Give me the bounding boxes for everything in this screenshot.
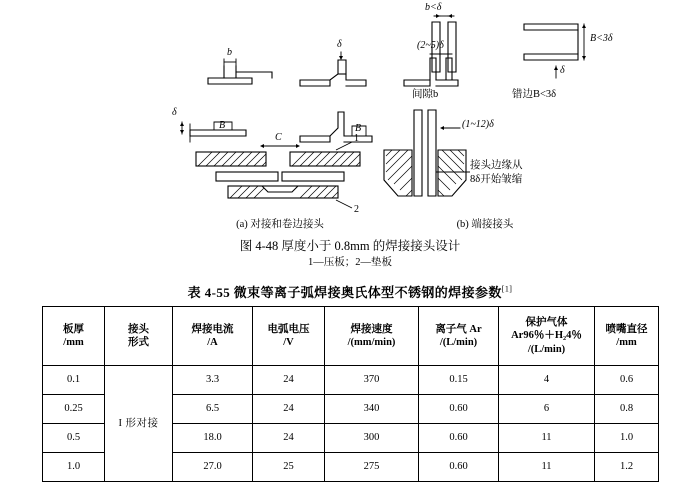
cell-voltage: 25 xyxy=(253,453,325,482)
cell-ion-gas: 0.60 xyxy=(419,395,499,424)
cell-nozzle: 1.0 xyxy=(595,424,659,453)
cell-voltage: 24 xyxy=(253,395,325,424)
header-shield-gas-line3: /(L/min) xyxy=(527,343,566,355)
cell-ion-gas: 0.60 xyxy=(419,424,499,453)
subcaption-a: (a) 对接和卷边接头 xyxy=(236,219,324,230)
label-range-2-5-delta: (2~5)δ xyxy=(417,40,444,51)
cell-current: 6.5 xyxy=(173,395,253,424)
cell-speed: 300 xyxy=(325,424,419,453)
header-shield-gas-line2: Ar96％＋H₂4％ xyxy=(511,330,582,342)
table-row xyxy=(43,366,659,395)
label-b-top: b xyxy=(227,47,232,58)
cell-ion-gas: 0.60 xyxy=(419,453,499,482)
label-gap-b: 间隙b xyxy=(412,89,439,100)
cell-thickness: 1.0 xyxy=(43,453,105,482)
cell-speed: 370 xyxy=(325,366,419,395)
label-C: C xyxy=(275,132,282,143)
welding-parameters-table xyxy=(42,306,659,482)
label-edge-note-line1: 接头边缘从 xyxy=(470,160,523,171)
label-edge-note-line2: 8δ开始皱缩 xyxy=(470,174,523,185)
cell-voltage: 24 xyxy=(253,424,325,453)
cell-voltage: 24 xyxy=(253,366,325,395)
header-speed-line2: /(mm/min) xyxy=(347,337,396,348)
label-B-lt-3delta: B<3δ xyxy=(590,33,613,44)
header-nozzle-line1: 喷嘴直径 xyxy=(605,323,648,335)
table-title-text: 表 4-55 微束等离子弧焊接奥氏体型不锈钢的焊接参数 xyxy=(187,285,502,300)
label-delta-joggle: δ xyxy=(337,39,342,50)
header-thickness-line1: 板厚 xyxy=(63,323,84,335)
cell-thickness: 0.5 xyxy=(43,424,105,453)
header-voltage xyxy=(253,307,325,366)
header-shield-gas xyxy=(499,307,595,366)
cell-shield-gas: 11 xyxy=(499,453,595,482)
header-thickness-line2: /mm xyxy=(63,337,84,348)
figure-caption-note: 1—压板；2—垫板 xyxy=(308,257,392,268)
header-shield-gas-line1: 保护气体 xyxy=(525,317,568,329)
header-ion-gas xyxy=(419,307,499,366)
cell-joint-type: I 形对接 xyxy=(105,366,173,482)
header-speed xyxy=(325,307,419,366)
label-offset-B: 错边B<3δ xyxy=(512,89,557,100)
header-ion-gas-line1: 离子气 Ar xyxy=(435,323,482,335)
header-thickness xyxy=(43,307,105,366)
table-header-row xyxy=(43,307,659,366)
cell-thickness: 0.25 xyxy=(43,395,105,424)
label-delta-offset: δ xyxy=(560,65,565,76)
cell-shield-gas: 6 xyxy=(499,395,595,424)
cell-ion-gas: 0.15 xyxy=(419,366,499,395)
header-voltage-line2: /V xyxy=(283,337,294,348)
label-part-2: 2 xyxy=(354,204,359,215)
header-voltage-line1: 电弧电压 xyxy=(267,323,310,335)
cell-nozzle: 0.6 xyxy=(595,366,659,395)
header-current-line1: 焊接电流 xyxy=(191,323,234,335)
header-ion-gas-line2: /(L/min) xyxy=(439,337,478,348)
cell-nozzle: 1.2 xyxy=(595,453,659,482)
table-title xyxy=(0,282,700,301)
label-b-lt-delta: b<δ xyxy=(425,2,442,13)
cell-current: 3.3 xyxy=(173,366,253,395)
header-current-line2: /A xyxy=(207,337,218,348)
cell-nozzle: 0.8 xyxy=(595,395,659,424)
header-nozzle-line2: /mm xyxy=(616,337,637,348)
table-title-reference: [1] xyxy=(501,284,513,294)
header-joint xyxy=(105,307,173,366)
label-B-joggle: B xyxy=(355,123,362,134)
header-current xyxy=(173,307,253,366)
subcaption-b: (b) 端接接头 xyxy=(456,219,514,230)
label-range-1-12-delta: (1~12)δ xyxy=(462,119,494,130)
label-delta-left-plate: δ xyxy=(172,107,177,118)
cell-speed: 340 xyxy=(325,395,419,424)
header-speed-line1: 焊接速度 xyxy=(350,323,393,335)
cell-speed: 275 xyxy=(325,453,419,482)
cell-thickness: 0.1 xyxy=(43,366,105,395)
cell-shield-gas: 4 xyxy=(499,366,595,395)
header-nozzle xyxy=(595,307,659,366)
cell-current: 18.0 xyxy=(173,424,253,453)
cell-shield-gas: 11 xyxy=(499,424,595,453)
label-B-left-plate: B xyxy=(219,120,226,131)
header-joint-line1: 接头 xyxy=(128,323,149,335)
cell-current: 27.0 xyxy=(173,453,253,482)
header-joint-line2: 形式 xyxy=(128,337,149,348)
figure-caption: 图 4-48 厚度小于 0.8mm 的焊接接头设计 xyxy=(239,239,461,253)
label-part-1: 1 xyxy=(354,133,359,144)
